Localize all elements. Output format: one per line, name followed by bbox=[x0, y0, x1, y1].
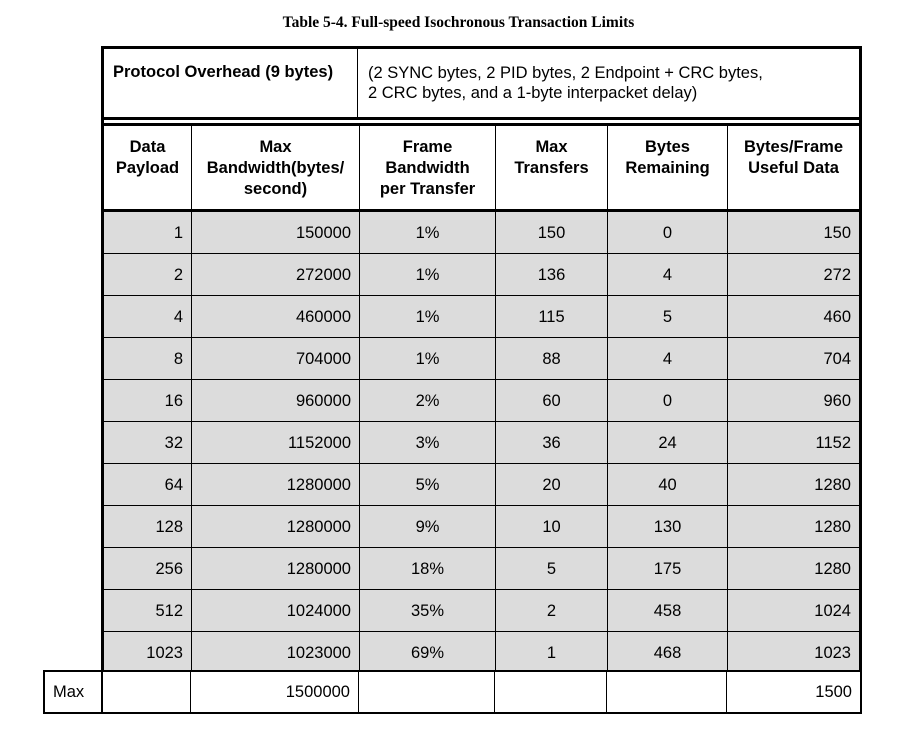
cell-data-payload: 2 bbox=[104, 254, 192, 295]
cell-useful-data: 1280 bbox=[814, 518, 851, 536]
cell-max-transfers: 88 bbox=[496, 338, 608, 379]
cell-bytes-remaining: 0 bbox=[608, 380, 728, 421]
cell-useful-data: 150 bbox=[823, 224, 851, 242]
cell-max-bandwidth: 1023000 bbox=[192, 632, 360, 673]
cell-max-bandwidth: 272000 bbox=[192, 254, 360, 295]
cell-useful-data: 1152 bbox=[815, 434, 851, 452]
table-caption: Table 5-4. Full-speed Isochronous Transaction Limits bbox=[282, 14, 635, 31]
header-frame-bandwidth-line: Frame bbox=[402, 138, 453, 156]
header-max-bandwidth-line: second) bbox=[243, 180, 308, 198]
table-row bbox=[104, 380, 859, 422]
cell-max-bandwidth: 1280000 bbox=[192, 464, 360, 505]
cell-frame-bandwidth: 3% bbox=[360, 422, 496, 463]
cell-useful-data: 704 bbox=[823, 350, 851, 368]
cell-bytes-remaining: 4 bbox=[608, 338, 728, 379]
header-bytes-remaining bbox=[608, 123, 728, 209]
cell-frame-bandwidth: 1% bbox=[360, 296, 496, 337]
header-useful-data-line: Useful Data bbox=[748, 159, 839, 177]
protocol-overhead-value-line2: 2 CRC bytes, and a 1-byte interpacket delay) bbox=[368, 84, 698, 102]
max-row-remaining bbox=[607, 672, 727, 712]
cell-max-transfers: 5 bbox=[496, 548, 608, 589]
cell-max-bandwidth: 1280000 bbox=[192, 548, 360, 589]
cell-useful-data: 272 bbox=[823, 266, 851, 284]
cell-bytes-remaining: 4 bbox=[608, 254, 728, 295]
table-row bbox=[104, 590, 859, 632]
cell-data-payload: 64 bbox=[104, 464, 192, 505]
table-body bbox=[104, 212, 859, 673]
cell-max-bandwidth: 1280000 bbox=[192, 506, 360, 547]
cell-frame-bandwidth: 18% bbox=[360, 548, 496, 589]
cell-max-bandwidth: 1024000 bbox=[192, 590, 360, 631]
cell-bytes-remaining: 175 bbox=[608, 548, 728, 589]
cell-bytes-remaining: 24 bbox=[608, 422, 728, 463]
cell-frame-bandwidth: 69% bbox=[360, 632, 496, 673]
max-row-payload bbox=[103, 672, 191, 712]
cell-useful-data: 460 bbox=[823, 308, 851, 326]
max-row-frame-bandwidth bbox=[359, 672, 495, 712]
table-row bbox=[104, 338, 859, 380]
cell-bytes-remaining: 0 bbox=[608, 212, 728, 253]
header-max-bandwidth-line: Max bbox=[259, 138, 292, 156]
cell-data-payload: 512 bbox=[104, 590, 192, 631]
cell-max-bandwidth: 460000 bbox=[192, 296, 360, 337]
cell-bytes-remaining: 40 bbox=[608, 464, 728, 505]
table-row bbox=[104, 548, 859, 590]
header-max-transfers-line: Transfers bbox=[514, 159, 589, 177]
table-row bbox=[104, 212, 859, 254]
table-row bbox=[104, 422, 859, 464]
cell-frame-bandwidth: 2% bbox=[360, 380, 496, 421]
header-data-payload bbox=[104, 123, 192, 209]
cell-max-transfers: 136 bbox=[496, 254, 608, 295]
table-row bbox=[104, 296, 859, 338]
cell-data-payload: 1023 bbox=[104, 632, 192, 673]
header-frame-bandwidth-line: Bandwidth bbox=[385, 159, 470, 177]
cell-data-payload: 4 bbox=[104, 296, 192, 337]
cell-data-payload: 16 bbox=[104, 380, 192, 421]
cell-useful-data: 960 bbox=[823, 392, 851, 410]
cell-max-bandwidth: 1152000 bbox=[192, 422, 360, 463]
cell-max-transfers: 60 bbox=[496, 380, 608, 421]
cell-max-transfers: 10 bbox=[496, 506, 608, 547]
cell-useful-data: 1023 bbox=[814, 644, 851, 662]
cell-frame-bandwidth: 35% bbox=[360, 590, 496, 631]
header-bytes-remaining-line: Bytes bbox=[645, 138, 690, 156]
cell-max-transfers: 150 bbox=[496, 212, 608, 253]
cell-frame-bandwidth: 1% bbox=[360, 338, 496, 379]
table-header-row bbox=[104, 123, 859, 212]
table-row bbox=[104, 254, 859, 296]
cell-data-payload: 1 bbox=[104, 212, 192, 253]
cell-bytes-remaining: 130 bbox=[608, 506, 728, 547]
cell-frame-bandwidth: 1% bbox=[360, 212, 496, 253]
cell-max-transfers: 36 bbox=[496, 422, 608, 463]
cell-data-payload: 256 bbox=[104, 548, 192, 589]
cell-data-payload: 32 bbox=[104, 422, 192, 463]
header-useful-data-line: Bytes/Frame bbox=[743, 138, 844, 156]
header-frame-bandwidth-line: per Transfer bbox=[379, 180, 476, 198]
cell-max-bandwidth: 960000 bbox=[192, 380, 360, 421]
cell-useful-data: 1280 bbox=[814, 476, 851, 494]
cell-data-payload: 8 bbox=[104, 338, 192, 379]
header-frame-bandwidth bbox=[360, 123, 496, 209]
cell-data-payload: 128 bbox=[104, 506, 192, 547]
header-max-transfers-line: Max bbox=[535, 138, 568, 156]
header-useful-data bbox=[728, 123, 859, 209]
max-row bbox=[43, 670, 862, 714]
header-max-transfers bbox=[496, 123, 608, 209]
transaction-limits-table bbox=[101, 46, 862, 714]
protocol-overhead-value bbox=[358, 49, 859, 117]
protocol-overhead-label: Protocol Overhead (9 bytes) bbox=[104, 49, 358, 117]
cell-max-transfers: 115 bbox=[496, 296, 608, 337]
table-row bbox=[104, 506, 859, 548]
max-row-transfers bbox=[495, 672, 607, 712]
max-row-label: Max bbox=[45, 672, 103, 712]
max-row-bandwidth: 1500000 bbox=[191, 672, 359, 712]
cell-max-transfers: 1 bbox=[496, 632, 608, 673]
cell-max-bandwidth: 704000 bbox=[192, 338, 360, 379]
cell-bytes-remaining: 5 bbox=[608, 296, 728, 337]
cell-frame-bandwidth: 5% bbox=[360, 464, 496, 505]
table-row bbox=[104, 632, 859, 673]
header-data-payload-line: Payload bbox=[115, 159, 180, 177]
cell-max-transfers: 20 bbox=[496, 464, 608, 505]
max-row-useful-data: 1500 bbox=[815, 683, 852, 701]
cell-bytes-remaining: 468 bbox=[608, 632, 728, 673]
cell-useful-data: 1280 bbox=[814, 560, 851, 578]
protocol-overhead-row bbox=[104, 49, 859, 120]
table-row bbox=[104, 464, 859, 506]
header-max-bandwidth-line: Bandwidth(bytes/ bbox=[206, 159, 345, 177]
cell-max-transfers: 2 bbox=[496, 590, 608, 631]
header-bytes-remaining-line: Remaining bbox=[625, 159, 710, 177]
cell-bytes-remaining: 458 bbox=[608, 590, 728, 631]
cell-frame-bandwidth: 1% bbox=[360, 254, 496, 295]
cell-frame-bandwidth: 9% bbox=[360, 506, 496, 547]
protocol-overhead-value-line1: (2 SYNC bytes, 2 PID bytes, 2 Endpoint + CRC bytes, bbox=[368, 64, 763, 82]
cell-useful-data: 1024 bbox=[814, 602, 851, 620]
cell-max-bandwidth: 150000 bbox=[192, 212, 360, 253]
header-max-bandwidth bbox=[192, 123, 360, 209]
header-data-payload-line: Data bbox=[129, 138, 166, 156]
